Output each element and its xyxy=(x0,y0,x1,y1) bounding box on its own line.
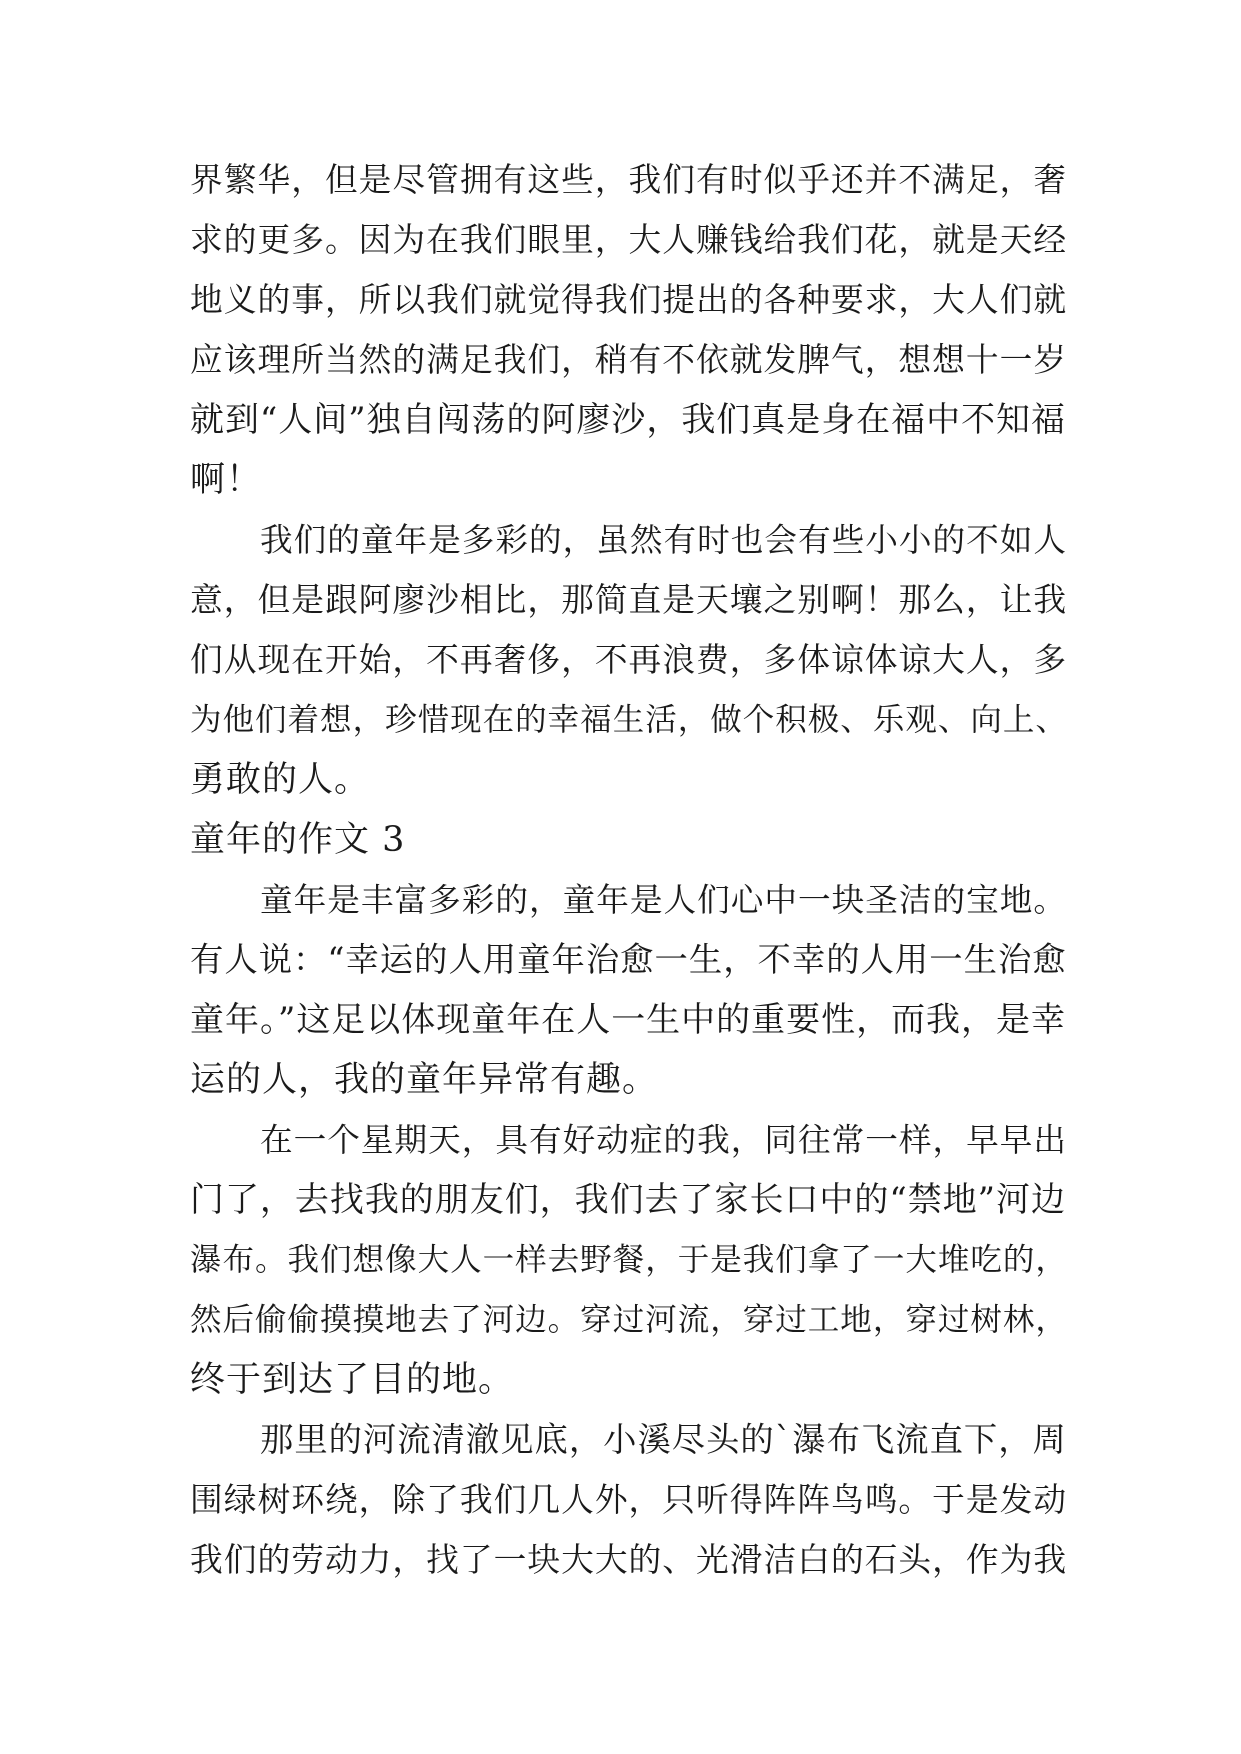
paragraph-start-line: 在一个星期天，具有好动症的我，同往常一样，早早出 xyxy=(260,1121,1067,1159)
text-line: 勇敢的人。 xyxy=(190,760,371,800)
text-line: 应该理所当然的满足我们，稍有不依就发脾气，想想十一岁 xyxy=(190,341,1068,379)
section-heading: 童年的作文 3 xyxy=(190,820,406,860)
text-line: 啊！ xyxy=(190,460,263,500)
text-line: 门了，去找我的朋友们，我们去了家长口中的“禁地”河边 xyxy=(190,1180,1066,1220)
text-line: 终于到达了目的地。 xyxy=(190,1360,515,1400)
paragraph-start-line: 我们的童年是多彩的，虽然有时也会有些小小的不如人 xyxy=(260,521,1067,559)
paragraph-start-line: 童年是丰富多彩的，童年是人们心中一块圣洁的宝地。 xyxy=(260,881,1067,919)
text-line: 童年。”这足以体现童年在人一生中的重要性，而我，是幸 xyxy=(190,1000,1066,1040)
text-line: 界繁华，但是尽管拥有这些，我们有时似乎还并不满足，奢 xyxy=(190,161,1068,199)
text-line: 意，但是跟阿廖沙相比，那简直是天壤之别啊！那么，让我 xyxy=(190,581,1068,619)
text-line: 地义的事，所以我们就觉得我们提出的各种要求，大人们就 xyxy=(190,281,1068,319)
text-line: 就到“人间”独自闯荡的阿廖沙，我们真是身在福中不知福 xyxy=(190,400,1066,440)
text-line: 我们的劳动力，找了一块大大的、光滑洁白的石头，作为我 xyxy=(190,1541,1068,1579)
text-line: 然后偷偷摸摸地去了河边。穿过河流，穿过工地，穿过树林， xyxy=(190,1302,1068,1338)
text-line: 求的更多。因为在我们眼里，大人赚钱给我们花，就是天经 xyxy=(190,221,1068,259)
text-line: 有人说：“幸运的人用童年治愈一生，不幸的人用一生治愈 xyxy=(190,940,1067,979)
document-body xyxy=(190,150,1070,1590)
paragraph-start-line: 那里的河流清澈见底，小溪尽头的`瀑布飞流直下，周 xyxy=(260,1420,1067,1459)
text-line: 运的人，我的童年异常有趣。 xyxy=(190,1060,659,1100)
text-line: 围绿树环绕，除了我们几人外，只听得阵阵鸟鸣。于是发动 xyxy=(190,1481,1068,1519)
text-line: 瀑布。我们想像大人一样去野餐，于是我们拿了一大堆吃的， xyxy=(190,1242,1068,1278)
text-line: 们从现在开始，不再奢侈，不再浪费，多体谅体谅大人，多 xyxy=(190,641,1068,679)
text-line: 为他们着想，珍惜现在的幸福生活，做个积极、乐观、向上、 xyxy=(190,702,1068,738)
